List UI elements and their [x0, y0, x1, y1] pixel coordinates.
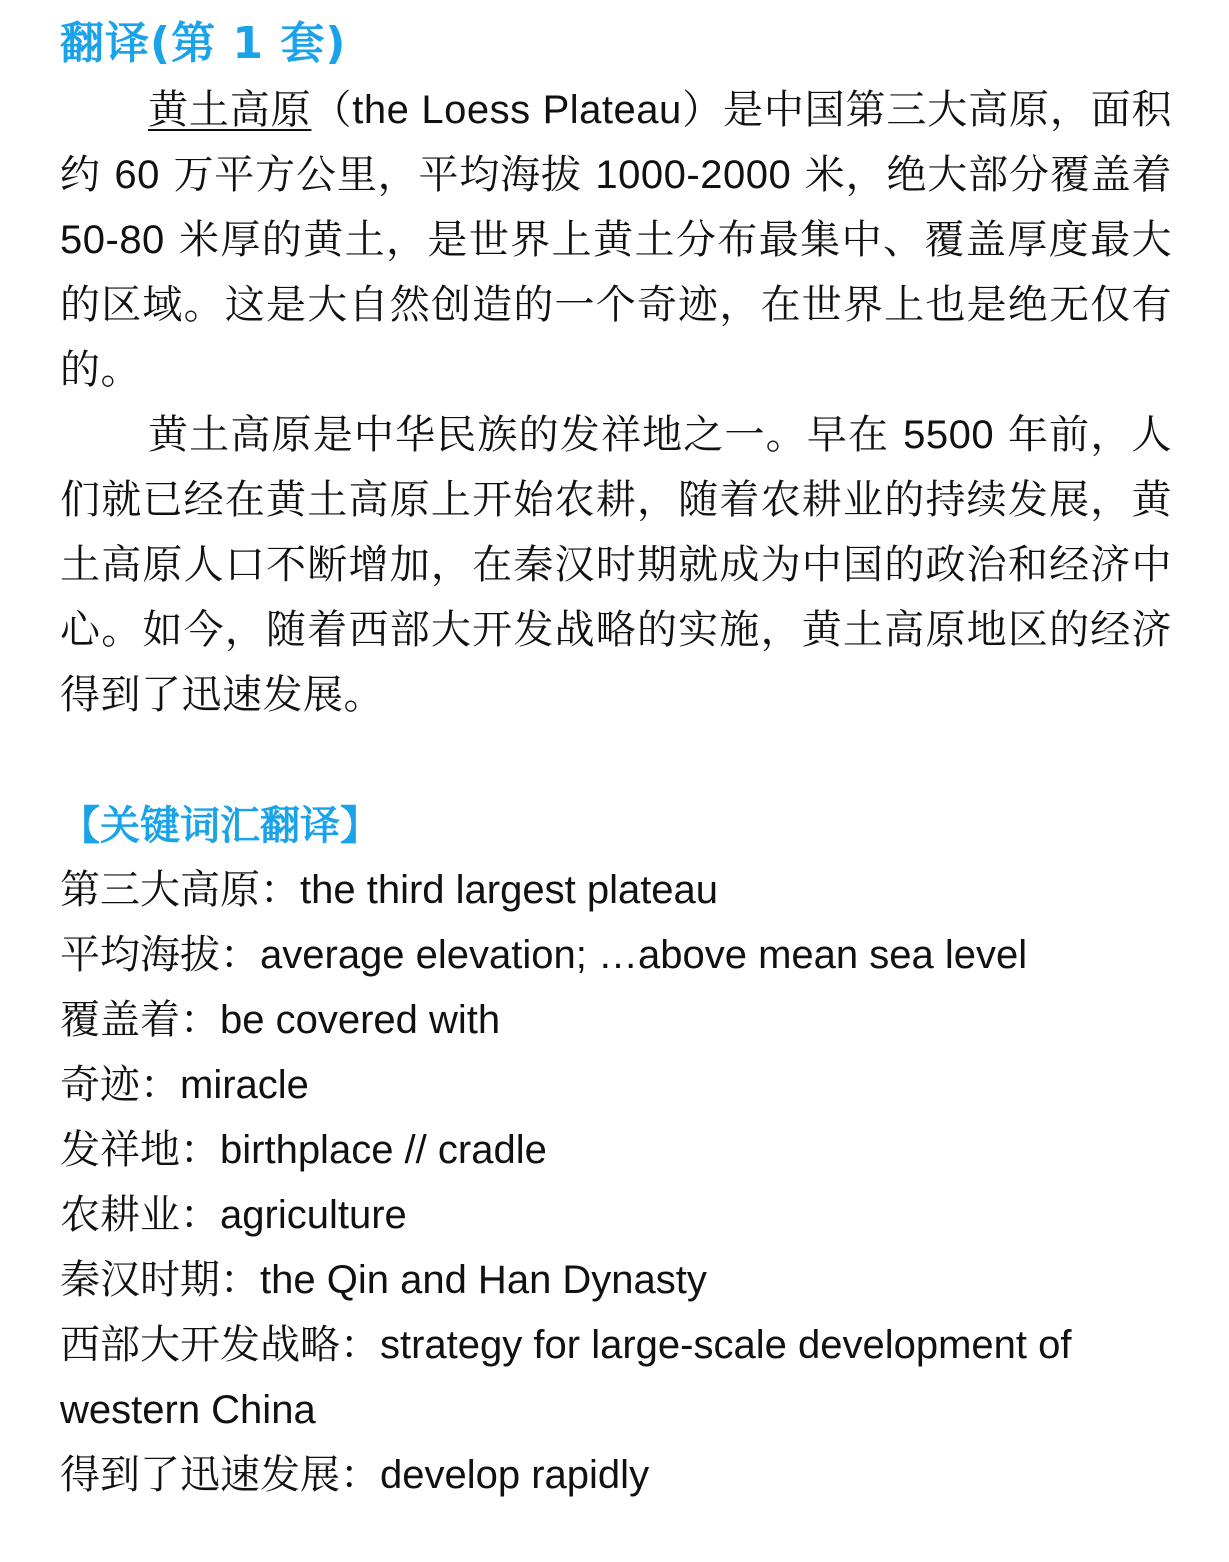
keyword-en: develop rapidly	[380, 1453, 650, 1497]
paren-close: ）	[681, 87, 723, 133]
p1-text-4: 米厚的黄土，是世界上黄土分布最集中、覆盖厚度最大的区域。这是大自然创造的一个奇迹，在世界上也是绝无仅有的。	[60, 217, 1172, 393]
keyword-zh: 平均海拔：	[60, 932, 260, 978]
elevation-number: 1000-2000	[595, 153, 792, 197]
p1-text-2: 万平方公里，平均海拔	[159, 152, 596, 198]
keyword-list	[60, 858, 1175, 1508]
keyword-item	[60, 1248, 1175, 1313]
p2-text-2: 年前，人们就已经在黄土高原上开始农耕，随着农耕业的持续发展，黄土高原人口不断增加，在秦汉时期就成为中国的政治和经济中心。如今，随着西部大开发战略的实施，黄土高原地区的经济得到了迅速发展。	[60, 412, 1173, 718]
p1-text-1: 是中国第三大高原，面积约	[60, 87, 1173, 198]
keyword-zh: 奇迹：	[60, 1062, 180, 1108]
keyword-zh: 发祥地：	[60, 1127, 220, 1173]
p2-text-1: 黄土高原是中华民族的发祥地之一。早在	[148, 412, 904, 458]
keyword-en: average elevation; …above mean sea level	[260, 933, 1028, 977]
keyword-en: the third largest plateau	[300, 868, 719, 912]
keyword-item	[60, 1053, 1175, 1118]
keyword-item	[60, 1118, 1175, 1183]
thickness-number: 50-80	[60, 218, 165, 262]
keyword-item	[60, 1313, 1175, 1443]
paren-open: （	[311, 87, 353, 133]
keyword-en: strategy for large-scale development of western China	[60, 1323, 1072, 1432]
keyword-item	[60, 1183, 1175, 1248]
keyword-zh: 覆盖着：	[60, 997, 220, 1043]
keyword-en: birthplace // cradle	[220, 1128, 547, 1172]
keyword-zh: 农耕业：	[60, 1192, 220, 1238]
keyword-item	[60, 988, 1175, 1053]
years-number: 5500	[903, 413, 995, 457]
underlined-term: 黄土高原	[148, 87, 312, 133]
keyword-en: agriculture	[220, 1193, 407, 1237]
keyword-en: miracle	[180, 1063, 309, 1107]
keyword-zh: 得到了迅速发展：	[60, 1452, 380, 1498]
keyword-en: be covered with	[220, 998, 501, 1042]
keyword-zh: 第三大高原：	[60, 867, 300, 913]
passage-paragraph-2	[60, 403, 1172, 728]
keywords-heading: 【关键词汇翻译】	[60, 803, 380, 849]
term-english: the Loess Plateau	[352, 88, 682, 132]
area-number: 60	[114, 153, 160, 197]
keyword-item	[60, 1443, 1175, 1508]
keyword-zh: 西部大开发战略：	[60, 1322, 380, 1368]
keyword-zh: 秦汉时期：	[60, 1257, 260, 1303]
passage-paragraph-1	[60, 78, 1172, 403]
keyword-en: the Qin and Han Dynasty	[260, 1258, 707, 1302]
keyword-item	[60, 923, 1175, 988]
keyword-item	[60, 858, 1175, 923]
p1-text-3: 米，绝大部分覆盖着	[791, 152, 1172, 198]
page-title: 翻译(第 1 套)	[60, 18, 347, 69]
